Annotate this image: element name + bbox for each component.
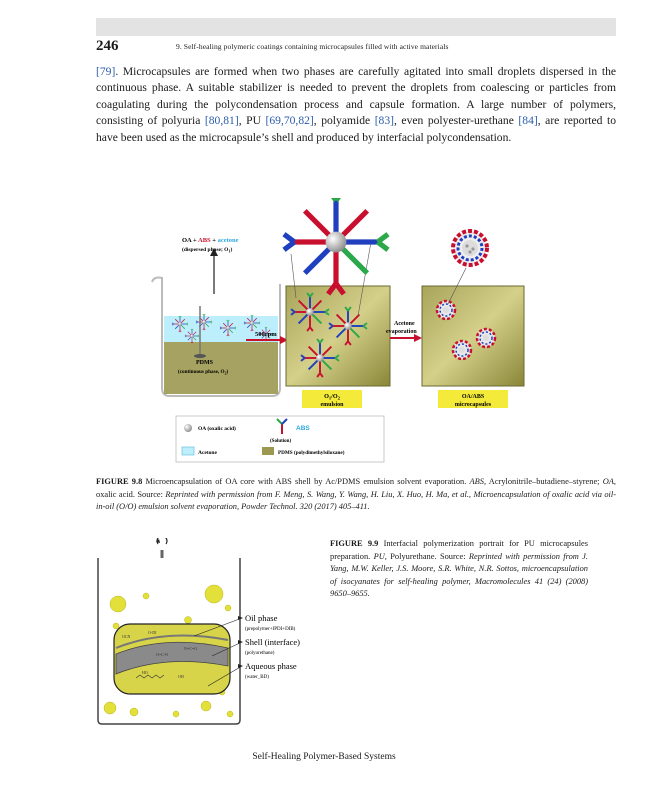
svg-text:O1/O2: $O_1/O_2$ [324,393,340,401]
aqueous-phase-label: Aqueous phase [245,661,297,671]
header-bar [96,18,616,36]
svg-text:O=C-N: O=C-N [156,652,169,657]
page-number: 246 [96,38,119,54]
svg-text:Acetone: Acetone [198,450,217,456]
citation-link[interactable]: [83] [374,114,395,128]
svg-text:(continuous phase, O2): (continuous phase, $O_2$) [178,369,229,376]
svg-text:(water_BD): (water_BD) [245,675,269,680]
svg-text:ABS: ABS [296,425,310,432]
rpm-label: 500rpm [255,331,277,338]
svg-text:HO: HO [142,670,148,675]
svg-text:evaporation: evaporation [386,329,417,335]
svg-text:PDMS (polydimethylsiloxane): PDMS (polydimethylsiloxane) [278,450,345,456]
svg-text:OCN: OCN [122,634,131,639]
abs-micelle-detail [284,198,388,294]
svg-text:(polyurethane): (polyurethane) [245,651,275,656]
citation-link[interactable]: [79] [96,65,116,78]
svg-text:OA (oxalic acid): OA (oxalic acid) [198,426,236,432]
body-paragraph: [79]. Microcapsules are formed when two phases are carefully agitated into small droplets dispersed in the continuous phase. A suitable stabilizer is needed to prevent the droplets from coalescing or particles from coagulating during the polycondensation process and capsule formation. A large number of polymers, consisting of polyuria [80,81], PU [69,70,82], polyamide [83], even polyester-urethane [84], are reported to have been used as the microcapsule’s shell and produced by interfacial polycondensation. [96,65,617,144]
svg-text:N=C=O: N=C=O [184,646,197,651]
pdms-label: PDMS [196,360,213,366]
figure-9-8 [96,198,536,468]
svg-text:(prepolymer+IPDI+DIB): (prepolymer+IPDI+DIB) [245,627,296,632]
svg-text:OH: OH [178,674,184,679]
capsules-label: OA/ABS [461,394,485,400]
dispersed-phase-label: OA + ABS + acetone [182,237,239,244]
svg-text:(dispersed phase; O1): (dispersed phase; $O_1$) [182,247,233,254]
microcapsule-detail [453,231,487,265]
figure-9-9 [96,538,320,726]
page-footer: Self-Healing Polymer-Based Systems [252,752,396,762]
citation-link[interactable]: [69,70,82] [265,114,314,128]
capsules-box [422,286,524,386]
citation-link[interactable]: [80,81] [204,114,239,128]
svg-text:O-DI: O-DI [148,630,157,635]
citation-link[interactable]: [84] [518,114,538,128]
svg-text:microcapsules: microcapsules [454,402,492,408]
figure-9-9-caption: FIGURE 9.9 Interfacial polymerization portrait for PU microcapsules preparation. PU, Polyurethane. Source: Reprinted with permission from J. Yang, M.W. Keller, J.S. Moore, S.R. White, N.R. Sottos, microencapsulation of isocyanates for self-healing polymer, Macromolecules 41 (24) (2008) 9650–9655. [330,539,588,598]
emulsion-label: emulsion [320,402,344,408]
running-title: 9. Self-healing polymeric coatings containing microcapsules filled with active materials [176,42,449,51]
evaporation-label: Acetone [394,321,415,327]
oil-phase-label: Oil phase [245,613,278,623]
figure-9-8-caption: FIGURE 9.8 Microencapsulation of OA core with ABS shell by Ac/PDMS emulsion solvent evaporation. ABS, Acrylonitrile–butadiene–styrene; OA, oxalic acid. Source: Reprinted with permission from F. Meng, S. Wang, Y. Wang, H. Liu, X. Huo, H. Ma, et al., Microencapsulation of oxalic acid via oil-in-oil (O/O) emulsion solvent evaporation, Powder Technol. 320 (2017) 405–411. [96,477,616,511]
shell-label: Shell (interface) [245,637,300,647]
svg-text:(Solution): (Solution) [270,439,292,444]
figure-legend [176,416,384,462]
